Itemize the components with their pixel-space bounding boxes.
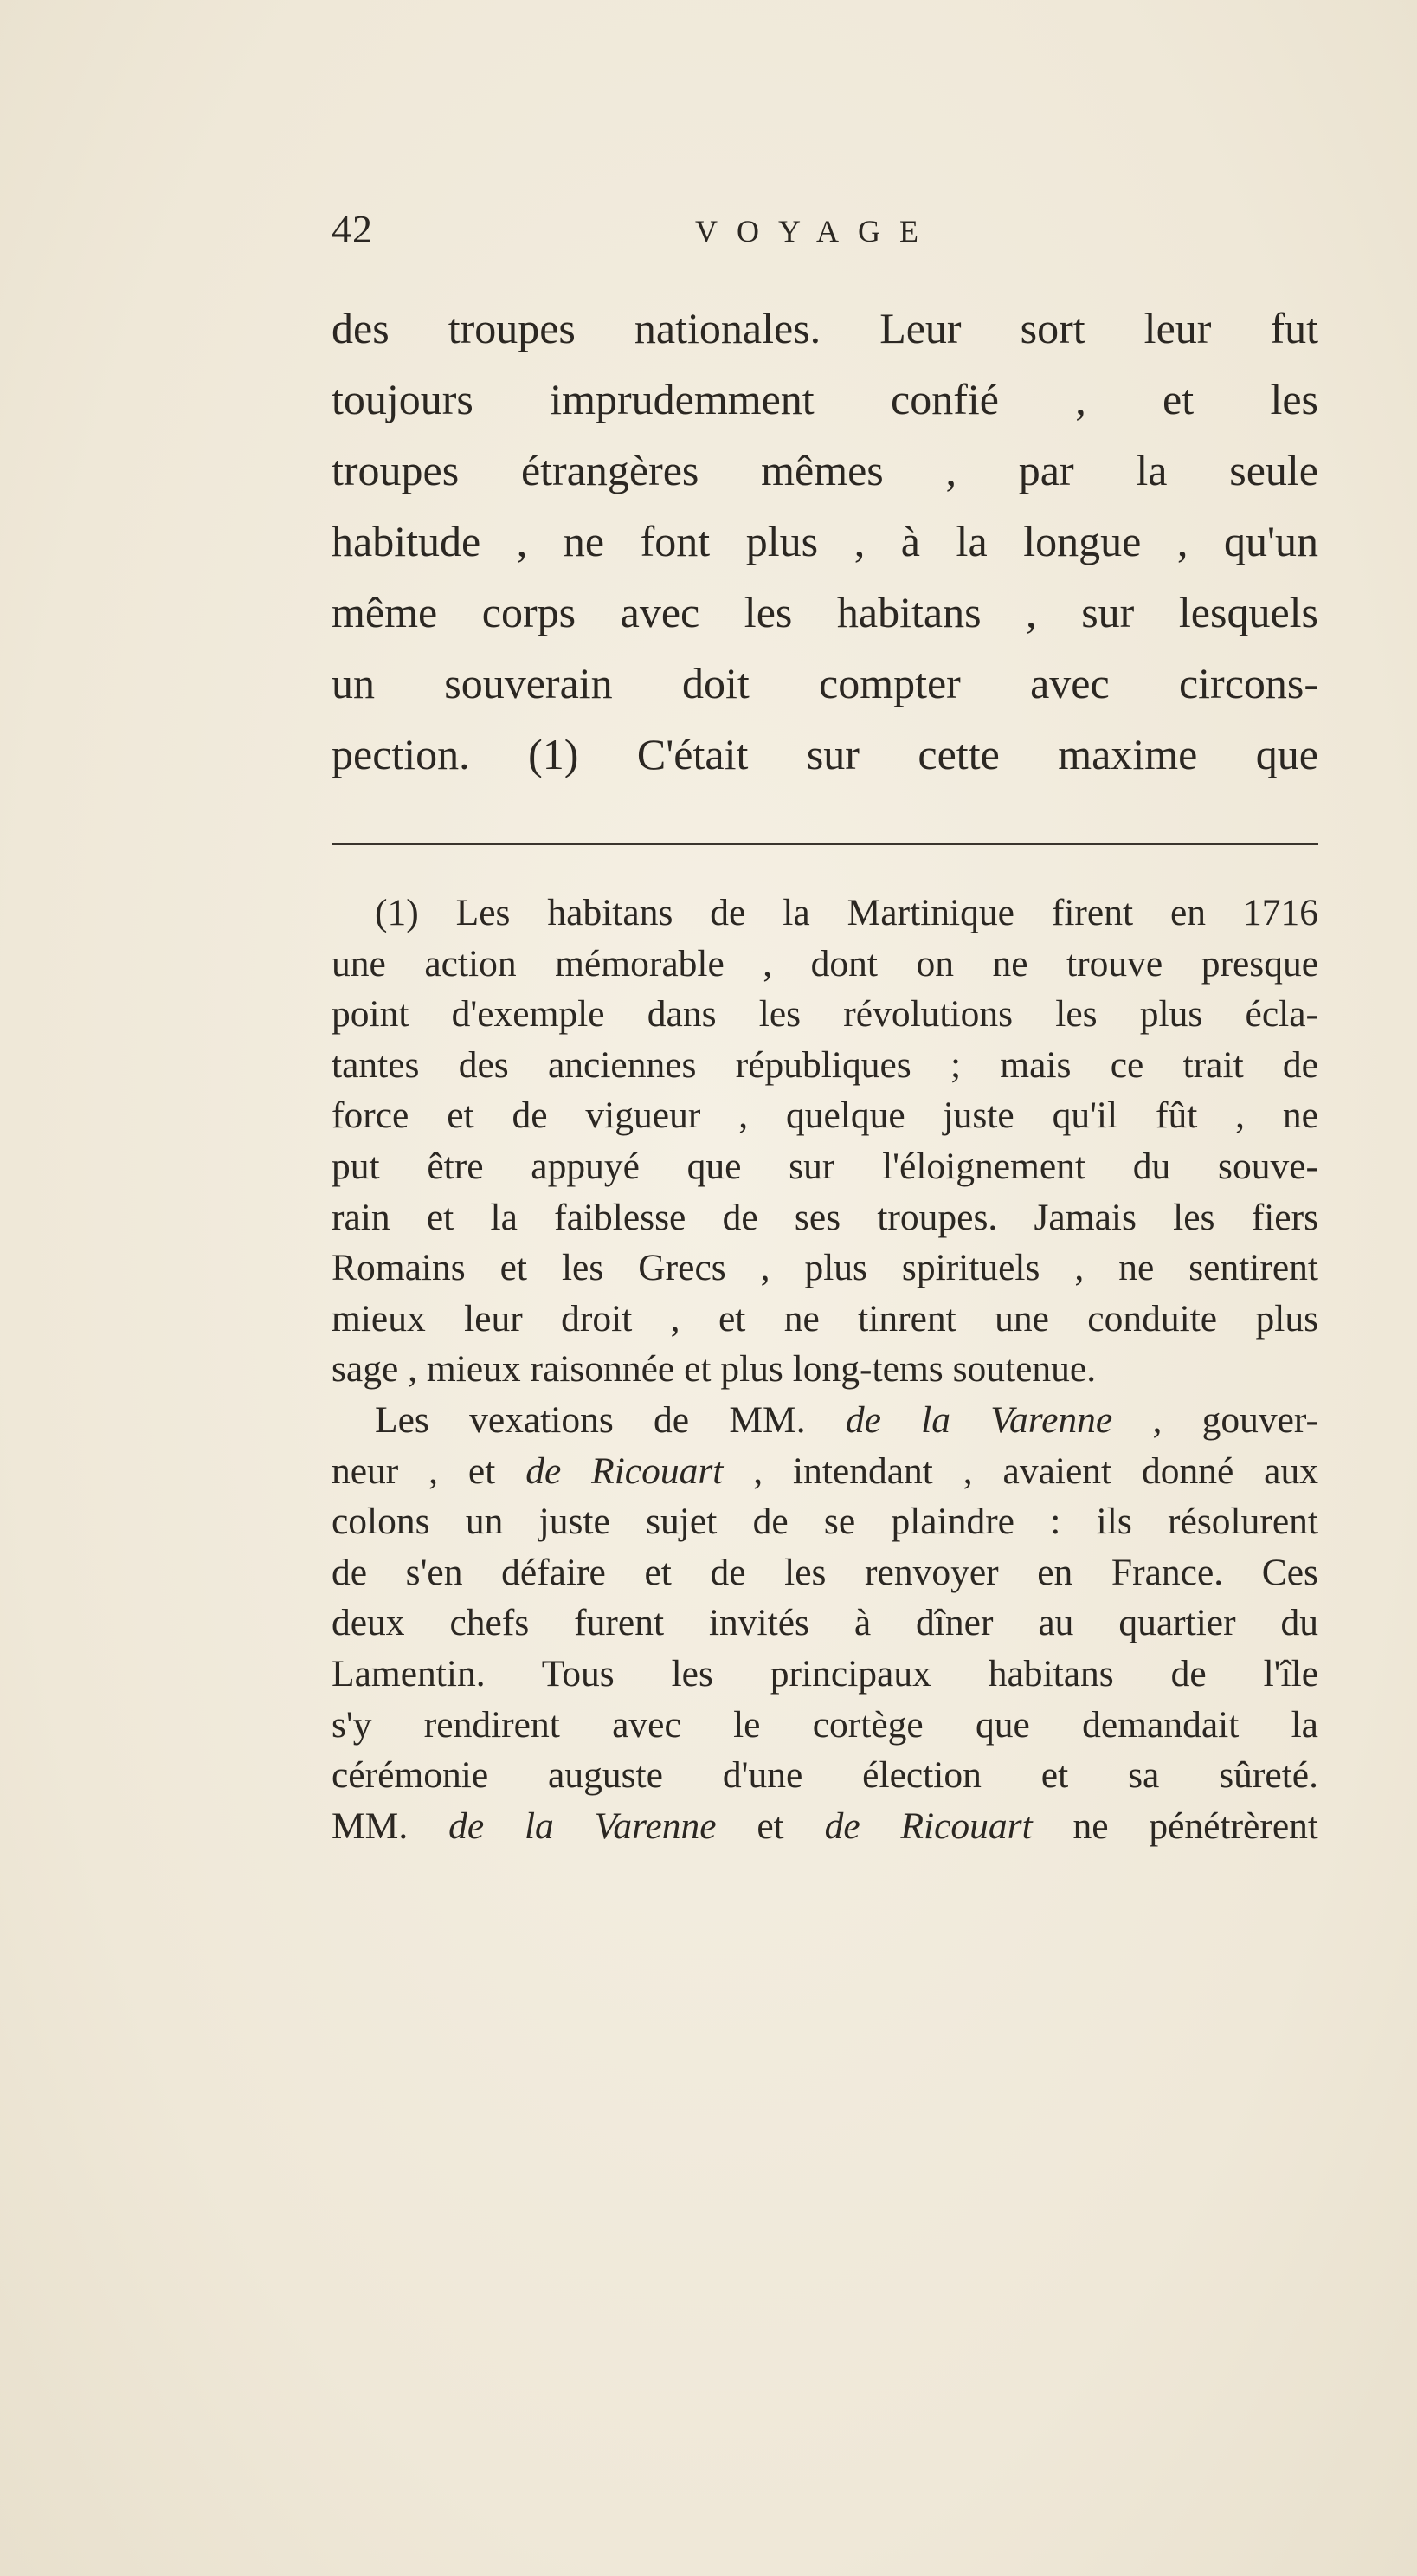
footnote-text: MM.: [332, 1804, 449, 1847]
body-line: des troupes nationales. Leur sort leur fut: [332, 304, 1318, 352]
body-line: habitude , ne font plus , à la longue , qu'un: [332, 517, 1318, 565]
page-header: [332, 206, 1318, 267]
person-name: de Ricouart: [525, 1449, 724, 1492]
footnote-text: neur , et: [332, 1449, 526, 1492]
footnote-line: mieux leur droit , et ne tinrent une conduite plus: [332, 1297, 1318, 1340]
footnote-line: [332, 1801, 1318, 1852]
footnote-line: sage , mieux raisonnée et plus long-tems soutenue.: [332, 1348, 1097, 1391]
footnote-line: colons un juste sujet de se plaindre : ils résolurent: [332, 1501, 1318, 1543]
body-line: pection. (1) C'était sur cette maxime que: [332, 730, 1318, 778]
footnote-separator-rule: [332, 843, 1318, 845]
main-body-text: [332, 293, 1318, 790]
footnote-line: deux chefs furent invités à dîner au quartier du: [332, 1602, 1318, 1644]
footnote-line: put être appuyé que sur l'éloignement du souve-: [332, 1145, 1318, 1187]
body-line: même corps avec les habitans , sur lesquels: [332, 588, 1318, 636]
person-name: de la Varenne: [845, 1398, 1113, 1441]
footnote-line: une action mémorable , dont on ne trouve presque: [332, 942, 1318, 985]
body-line: toujours imprudemment confié , et les: [332, 375, 1318, 423]
footnote-line: point d'exemple dans les révolutions les plus écla-: [332, 993, 1318, 1036]
footnote-text: , intendant , avaient donné aux: [723, 1449, 1318, 1492]
running-title: VOYAGE: [695, 214, 937, 249]
footnote-line: force et de vigueur , quelque juste qu'il fût , ne: [332, 1094, 1318, 1137]
footnote-line: rain et la faiblesse de ses troupes. Jamais les fiers: [332, 1196, 1318, 1238]
footnote-line: s'y rendirent avec le cortège que demandait la: [332, 1703, 1318, 1746]
footnote-text: et: [716, 1804, 825, 1847]
person-name: de la Varenne: [448, 1804, 717, 1847]
person-name: de Ricouart: [824, 1804, 1033, 1847]
page-number: 42: [332, 207, 373, 251]
footnote-line: cérémonie auguste d'une élection et sa sûreté.: [332, 1754, 1318, 1797]
body-line: un souverain doit compter avec circons-: [332, 659, 1318, 707]
footnote-line: de s'en défaire et de les renvoyer en France. Ces: [332, 1551, 1318, 1593]
footnote-line: tantes des anciennes républiques ; mais ce trait de: [332, 1043, 1318, 1086]
footnote-text: , gouver-: [1112, 1398, 1318, 1441]
footnote-line: Romains et les Grecs , plus spirituels , ne sentirent: [332, 1247, 1318, 1289]
footnote: [332, 888, 1318, 1851]
footnote-text: ne pénétrèrent: [1032, 1804, 1318, 1847]
footnote-text: Les vexations de MM.: [375, 1398, 846, 1441]
body-line: troupes étrangères mêmes , par la seule: [332, 446, 1318, 494]
footnote-line: [332, 1446, 1318, 1497]
footnote-line: (1) Les habitans de la Martinique firent en 1716: [375, 892, 1318, 933]
footnote-line: Lamentin. Tous les principaux habitans de l'île: [332, 1652, 1318, 1695]
footnote-line: [332, 1395, 1318, 1446]
